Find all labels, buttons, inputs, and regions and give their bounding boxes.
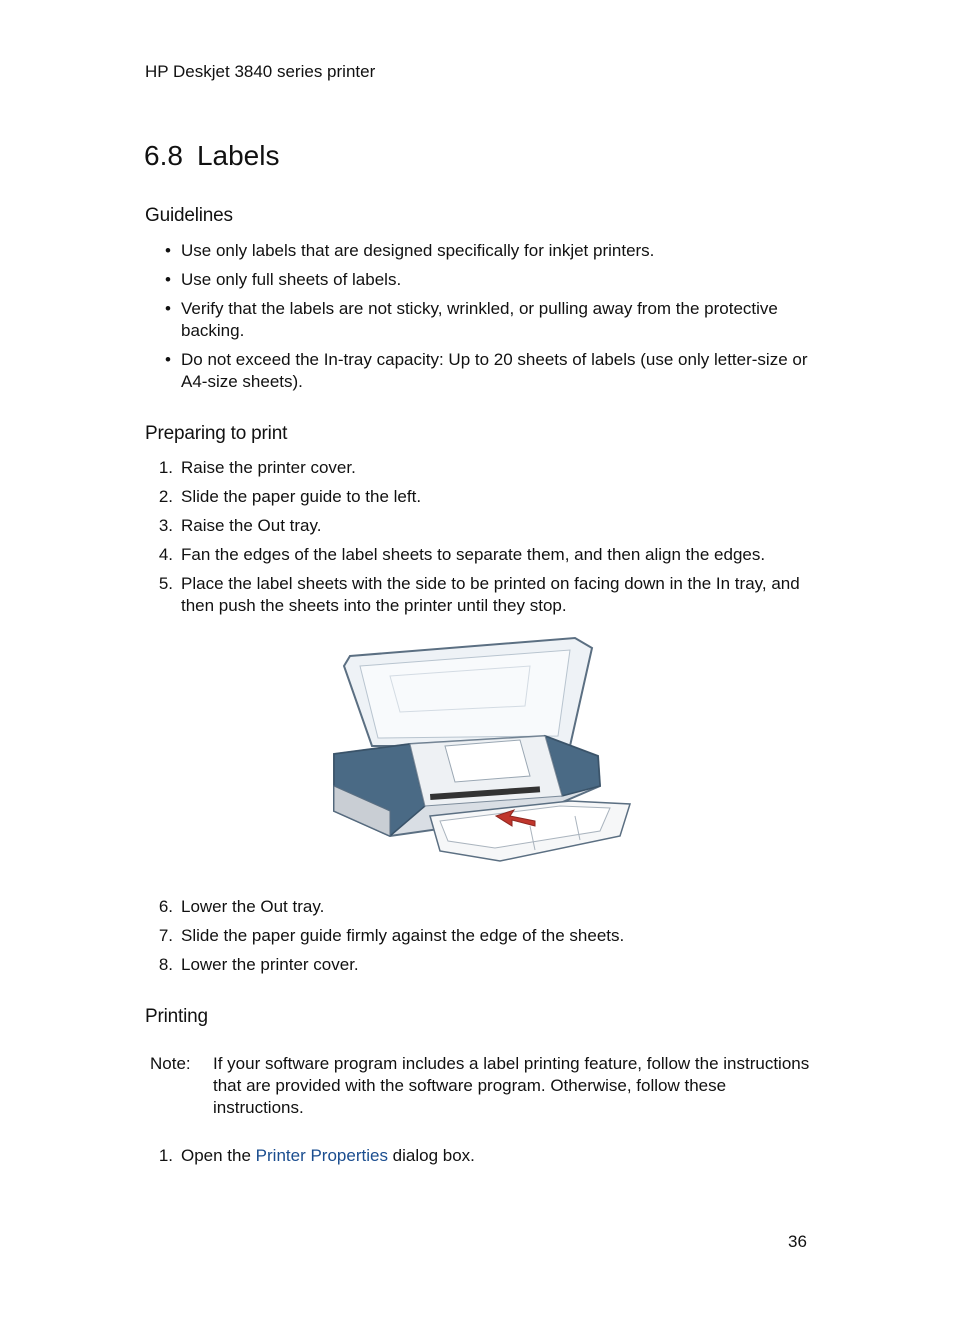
list-item: 5. Place the label sheets with the side to be printed on facing down in the In tray, and then push the sheets into the printer until they stop. (158, 574, 800, 615)
preparing-steps-list (145, 457, 815, 624)
list-item: 1. Open the Printer Properties dialog box. (158, 1146, 475, 1165)
list-item: 8. Lower the printer cover. (158, 955, 359, 974)
section-number: 6.8 (144, 140, 183, 171)
preparing-steps-list-continued (145, 896, 815, 983)
list-item: 2. Slide the paper guide to the left. (158, 487, 422, 506)
preparing-heading: Preparing to print (145, 423, 288, 444)
note-text: If your software program includes a label printing feature, follow the instructions that are provided with the software program. Otherwise, follow these instructions. (213, 1054, 810, 1117)
section-title (144, 140, 279, 172)
list-item: 4. Fan the edges of the label sheets to separate them, and then align the edges. (158, 545, 766, 564)
list-item: 3. Raise the Out tray. (158, 516, 322, 535)
note-label: Note: (150, 1054, 191, 1073)
list-item: 7. Slide the paper guide firmly against the edge of the sheets. (158, 926, 625, 945)
list-item: 6. Lower the Out tray. (158, 897, 325, 916)
printing-steps-list (145, 1145, 815, 1174)
running-header: HP Deskjet 3840 series printer (145, 62, 376, 81)
guidelines-heading: Guidelines (145, 205, 233, 226)
guidelines-list (145, 240, 815, 400)
list-item: • Do not exceed the In-tray capacity: Up to 20 sheets of labels (use only letter-size or A4-size sheets). (165, 350, 808, 391)
list-item: • Use only labels that are designed specifically for inkjet printers. (165, 241, 655, 260)
list-item: 1. Raise the printer cover. (158, 458, 356, 477)
list-item: • Use only full sheets of labels. (165, 270, 402, 289)
printer-illustration (330, 636, 635, 871)
section-title-text: Labels (196, 140, 280, 171)
printer-properties-link[interactable]: Printer Properties (255, 1146, 388, 1165)
list-item: • Verify that the labels are not sticky, wrinkled, or pulling away from the protective backing. (165, 299, 778, 340)
note-block (150, 1053, 815, 1119)
page-number: 36 (788, 1232, 807, 1251)
printing-heading: Printing (145, 1006, 208, 1027)
